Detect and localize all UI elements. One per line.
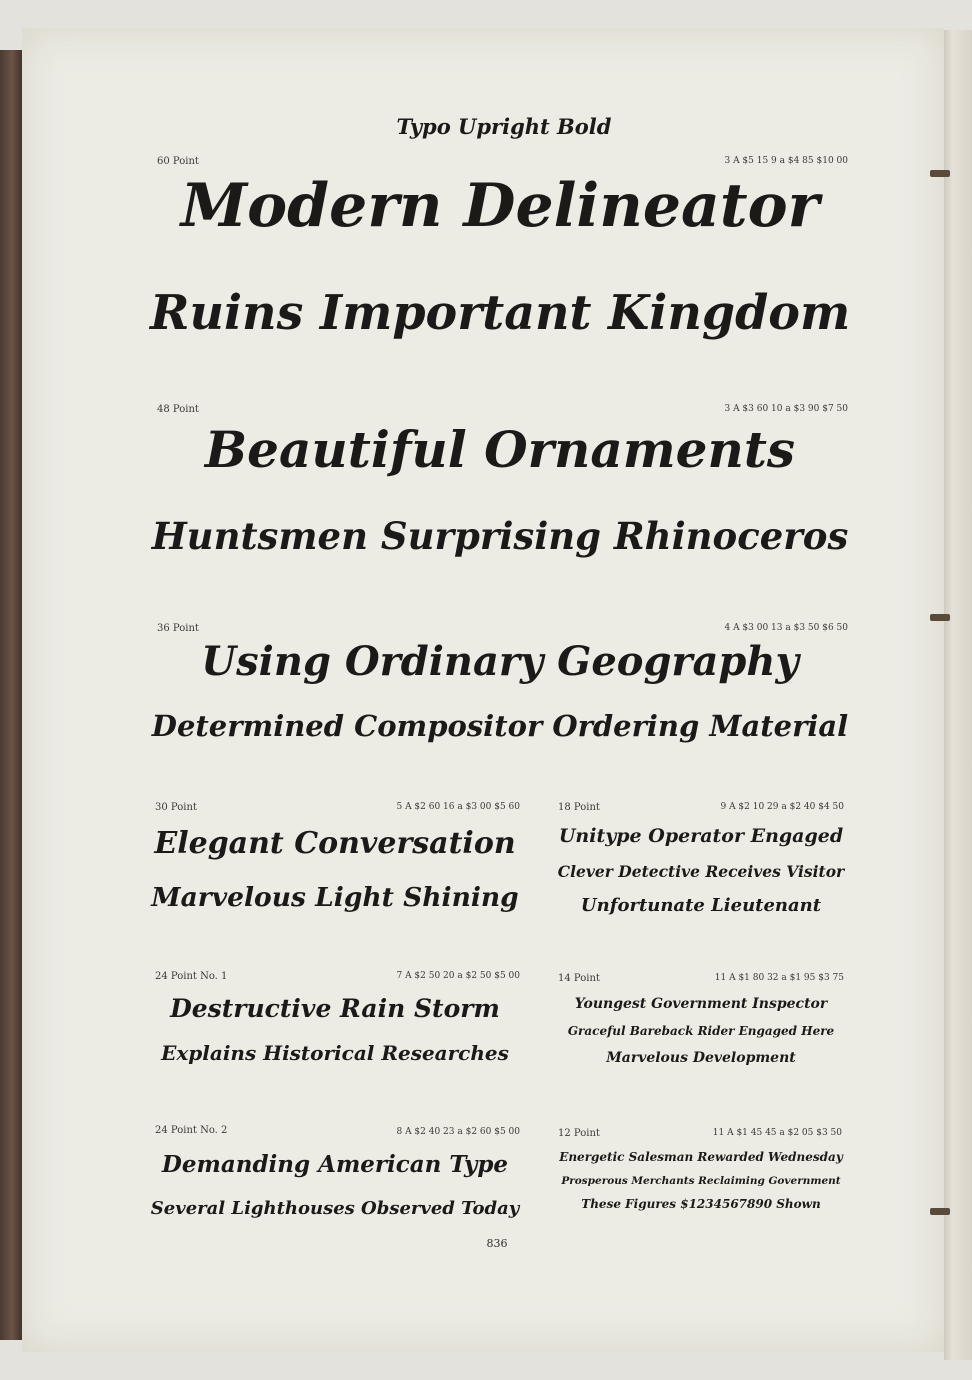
specimen-size-label: 14 Point bbox=[558, 973, 600, 984]
specimen-line: Destructive Rain Storm bbox=[170, 994, 500, 1023]
specimen-size-label: 24 Point No. 2 bbox=[155, 1125, 228, 1136]
specimen-size-label: 60 Point bbox=[157, 156, 199, 167]
specimen-line: Huntsmen Surprising Rhinoceros bbox=[151, 514, 849, 558]
specimen-line: These Figures $1234567890 Shown bbox=[581, 1197, 821, 1211]
binding-staple bbox=[930, 170, 950, 177]
specimen-line: Clever Detective Receives Visitor bbox=[557, 862, 845, 881]
binding-staple bbox=[930, 614, 950, 621]
specimen-line: Graceful Bareback Rider Engaged Here bbox=[567, 1024, 835, 1038]
specimen-line: Explains Historical Researches bbox=[161, 1041, 509, 1065]
specimen-line: Using Ordinary Geography bbox=[201, 638, 799, 685]
specimen-line: Demanding American Type bbox=[161, 1151, 509, 1178]
specimen-price-label: 11 A $1 45 45 a $2 05 $3 50 bbox=[712, 1128, 842, 1138]
specimen-line: Unitype Operator Engaged bbox=[558, 825, 844, 847]
specimen-line: Several Lighthouses Observed Today bbox=[150, 1198, 520, 1219]
binding-staple bbox=[930, 1208, 950, 1215]
next-page-edge bbox=[944, 30, 972, 1360]
specimen-line: Prosperous Merchants Reclaiming Government bbox=[561, 1175, 841, 1187]
specimen-line: Marvelous Development bbox=[606, 1050, 796, 1066]
specimen-price-label: 3 A $3 60 10 a $3 90 $7 50 bbox=[724, 404, 848, 414]
specimen-line: Youngest Government Inspector bbox=[574, 996, 828, 1012]
specimen-size-label: 48 Point bbox=[157, 404, 199, 415]
specimen-price-label: 9 A $2 10 29 a $2 40 $4 50 bbox=[720, 802, 844, 812]
specimen-line: Modern Delineator bbox=[180, 171, 820, 241]
specimen-price-label: 8 A $2 40 23 a $2 60 $5 00 bbox=[396, 1127, 520, 1137]
specimen-line: Energetic Salesman Rewarded Wednesday bbox=[559, 1150, 843, 1164]
specimen-size-label: 18 Point bbox=[558, 802, 600, 813]
specimen-price-label: 4 A $3 00 13 a $3 50 $6 50 bbox=[724, 623, 848, 633]
specimen-line: Marvelous Light Shining bbox=[151, 882, 519, 913]
page-title: Typo Upright Bold bbox=[396, 114, 612, 139]
specimen-size-label: 12 Point bbox=[558, 1128, 600, 1139]
specimen-price-label: 5 A $2 60 16 a $3 00 $5 60 bbox=[396, 802, 520, 812]
specimen-price-label: 7 A $2 50 20 a $2 50 $5 00 bbox=[396, 971, 520, 981]
specimen-line: Determined Compositor Ordering Material bbox=[151, 709, 849, 743]
page-number: 836 bbox=[486, 1237, 508, 1250]
specimen-line: Unfortunate Lieutenant bbox=[580, 895, 822, 916]
specimen-size-label: 36 Point bbox=[157, 623, 199, 634]
specimen-line: Beautiful Ornaments bbox=[204, 420, 796, 479]
specimen-size-label: 30 Point bbox=[155, 802, 197, 813]
specimen-size-label: 24 Point No. 1 bbox=[155, 971, 228, 982]
specimen-price-label: 3 A $5 15 9 a $4 85 $10 00 bbox=[724, 156, 848, 166]
specimen-line: Ruins Important Kingdom bbox=[150, 285, 851, 341]
specimen-line: Elegant Conversation bbox=[154, 826, 516, 861]
specimen-price-label: 11 A $1 80 32 a $1 95 $3 75 bbox=[714, 973, 844, 983]
